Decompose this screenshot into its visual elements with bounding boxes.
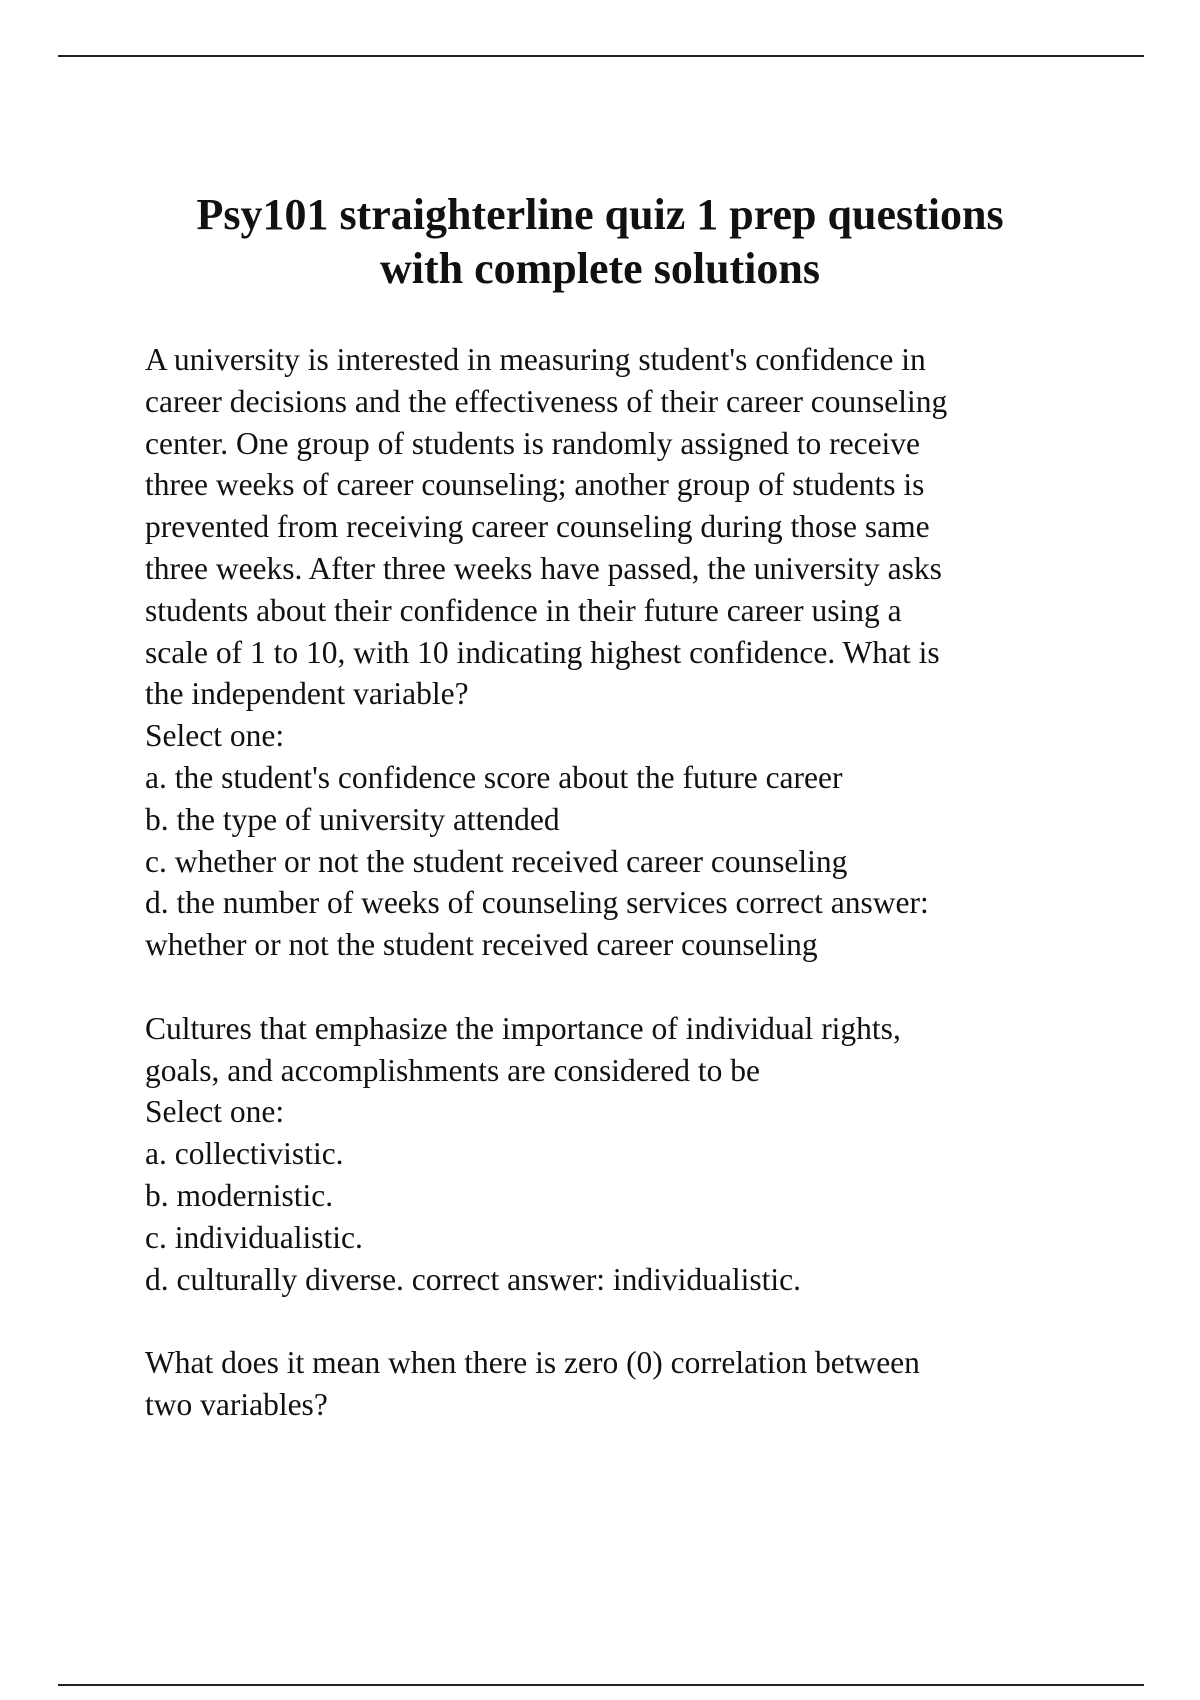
- question-1-line: three weeks. After three weeks have passed, the university asks: [145, 550, 942, 586]
- question-3-line: two variables?: [145, 1386, 328, 1422]
- select-one-label: Select one:: [145, 718, 285, 754]
- question-1-line: center. One group of students is randomly assigned to receive: [145, 425, 921, 461]
- question-3: [145, 1342, 1145, 1426]
- option-d-with-answer: d. culturally diverse. correct answer: individualistic.: [145, 1261, 802, 1297]
- question-3-line: What does it mean when there is zero (0) correlation between: [145, 1345, 920, 1381]
- question-1-line: three weeks of career counseling; another group of students is: [145, 467, 925, 503]
- option-c: c. individualistic.: [145, 1219, 363, 1255]
- option-a: a. collectivistic.: [145, 1136, 344, 1172]
- option-d: d. the number of weeks of counseling services correct answer:: [145, 885, 929, 921]
- top-divider: [58, 55, 1144, 57]
- question-1-line: scale of 1 to 10, with 10 indicating highest confidence. What is: [145, 634, 940, 670]
- correct-answer: whether or not the student received career counseling: [145, 927, 818, 963]
- title-line-2: with complete solutions: [380, 244, 820, 293]
- option-c: c. whether or not the student received career counseling: [145, 843, 848, 879]
- question-1-line: career decisions and the effectiveness of their career counseling: [145, 383, 948, 419]
- question-1-line: the independent variable?: [145, 676, 469, 712]
- question-1-line: A university is interested in measuring student's confidence in: [145, 342, 926, 377]
- title-line-1: Psy101 straighterline quiz 1 prep questions: [196, 190, 1004, 239]
- option-b: b. modernistic.: [145, 1177, 334, 1213]
- question-2: [145, 1008, 1145, 1301]
- bottom-divider: [58, 1684, 1144, 1686]
- question-2-line: Cultures that emphasize the importance of individual rights,: [145, 1010, 901, 1046]
- question-2-line: goals, and accomplishments are considered to be: [145, 1052, 760, 1088]
- select-one-label: Select one:: [145, 1094, 285, 1130]
- document-title: [100, 188, 1100, 296]
- question-1-line: students about their confidence in their future career using a: [145, 592, 902, 628]
- document-body: [145, 339, 1145, 1426]
- question-1: [145, 339, 1145, 966]
- option-a: a. the student's confidence score about the future career: [145, 759, 843, 795]
- option-b: b. the type of university attended: [145, 801, 560, 837]
- question-1-line: prevented from receiving career counseling during those same: [145, 509, 930, 545]
